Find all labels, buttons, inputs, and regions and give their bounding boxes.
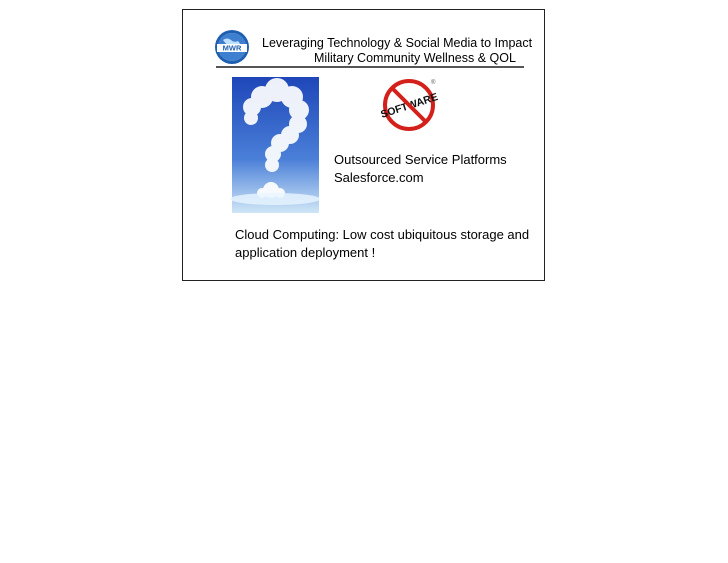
platform-line-2: Salesforce.com: [334, 170, 424, 185]
title-line-2: Military Community Wellness & QOL: [314, 51, 516, 65]
logo-text: MWR: [222, 43, 242, 53]
platform-list: [334, 151, 507, 187]
slide-title: [262, 36, 542, 66]
title-line-1: Leveraging Technology & Social Media to Impact: [262, 36, 533, 50]
cloud-computing-text: Cloud Computing: Low cost ubiquitous storage and application deployment !: [235, 227, 530, 260]
mwr-logo: [214, 29, 250, 65]
title-divider: [216, 66, 524, 68]
no-software-icon: [383, 79, 435, 131]
trademark-mark: ®: [431, 80, 436, 86]
platform-line-1: Outsourced Service Platforms: [334, 152, 507, 167]
cloud-question-mark-image: [232, 77, 319, 213]
